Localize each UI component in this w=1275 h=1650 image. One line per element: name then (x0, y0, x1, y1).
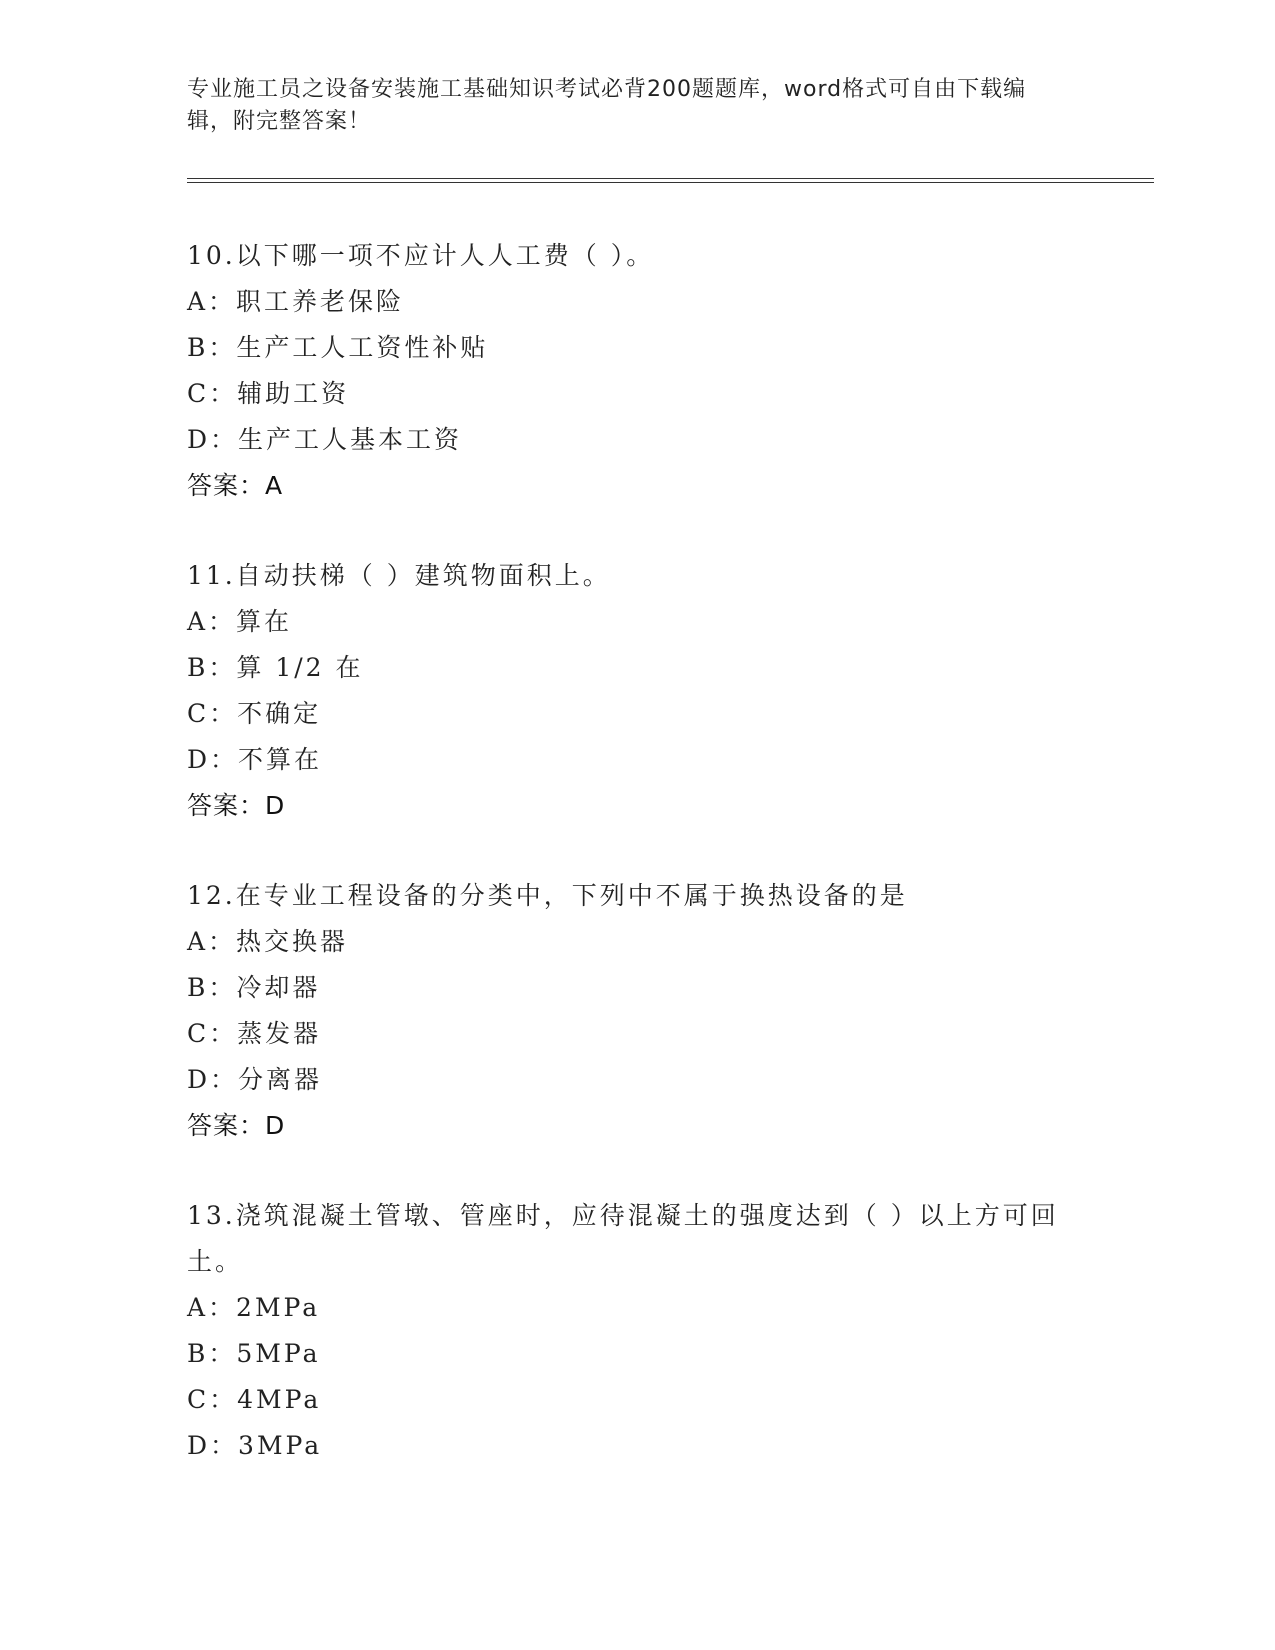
answer-line: 答案：D (187, 791, 286, 820)
answer-line: 答案：A (187, 471, 284, 500)
option-d: D：不算在 (187, 745, 323, 774)
header-divider (187, 178, 1154, 183)
question-stem: 10.以下哪一项不应计人人工费（ ）。 (187, 241, 655, 270)
option-b: B：生产工人工资性补贴 (187, 333, 489, 362)
option-c: C：蒸发器 (187, 1019, 322, 1048)
option-a: A：职工养老保险 (187, 287, 405, 316)
question-stem: 13.浇筑混凝土管墩、管座时，应待混凝土的强度达到（ ）以上方可回土。 (187, 1201, 1059, 1276)
answer-line: 答案：D (187, 1111, 286, 1140)
document-header: 专业施工员之设备安装施工基础知识考试必背200题题库，word格式可自由下载编辑，附完整答案！ (187, 77, 1027, 134)
option-a: A：算在 (187, 607, 293, 636)
option-a: A：2MPa (187, 1293, 321, 1322)
option-a: A：热交换器 (187, 927, 349, 956)
option-d: D：生产工人基本工资 (187, 425, 463, 454)
question-11 (187, 553, 1087, 829)
question-list (187, 233, 1087, 1513)
option-d: D：分离器 (187, 1065, 323, 1094)
option-c: C：4MPa (187, 1385, 322, 1414)
question-12 (187, 873, 1087, 1149)
option-b: B：5MPa (187, 1339, 321, 1368)
question-13 (187, 1193, 1087, 1469)
question-stem: 12.在专业工程设备的分类中，下列中不属于换热设备的是 (187, 881, 908, 910)
question-10 (187, 233, 1087, 509)
option-b: B：算 1/2 在 (187, 653, 364, 682)
option-d: D：3MPa (187, 1431, 323, 1460)
question-stem: 11.自动扶梯（ ）建筑物面积上。 (187, 561, 611, 590)
option-b: B：冷却器 (187, 973, 321, 1002)
option-c: C：辅助工资 (187, 379, 350, 408)
option-c: C：不确定 (187, 699, 322, 728)
